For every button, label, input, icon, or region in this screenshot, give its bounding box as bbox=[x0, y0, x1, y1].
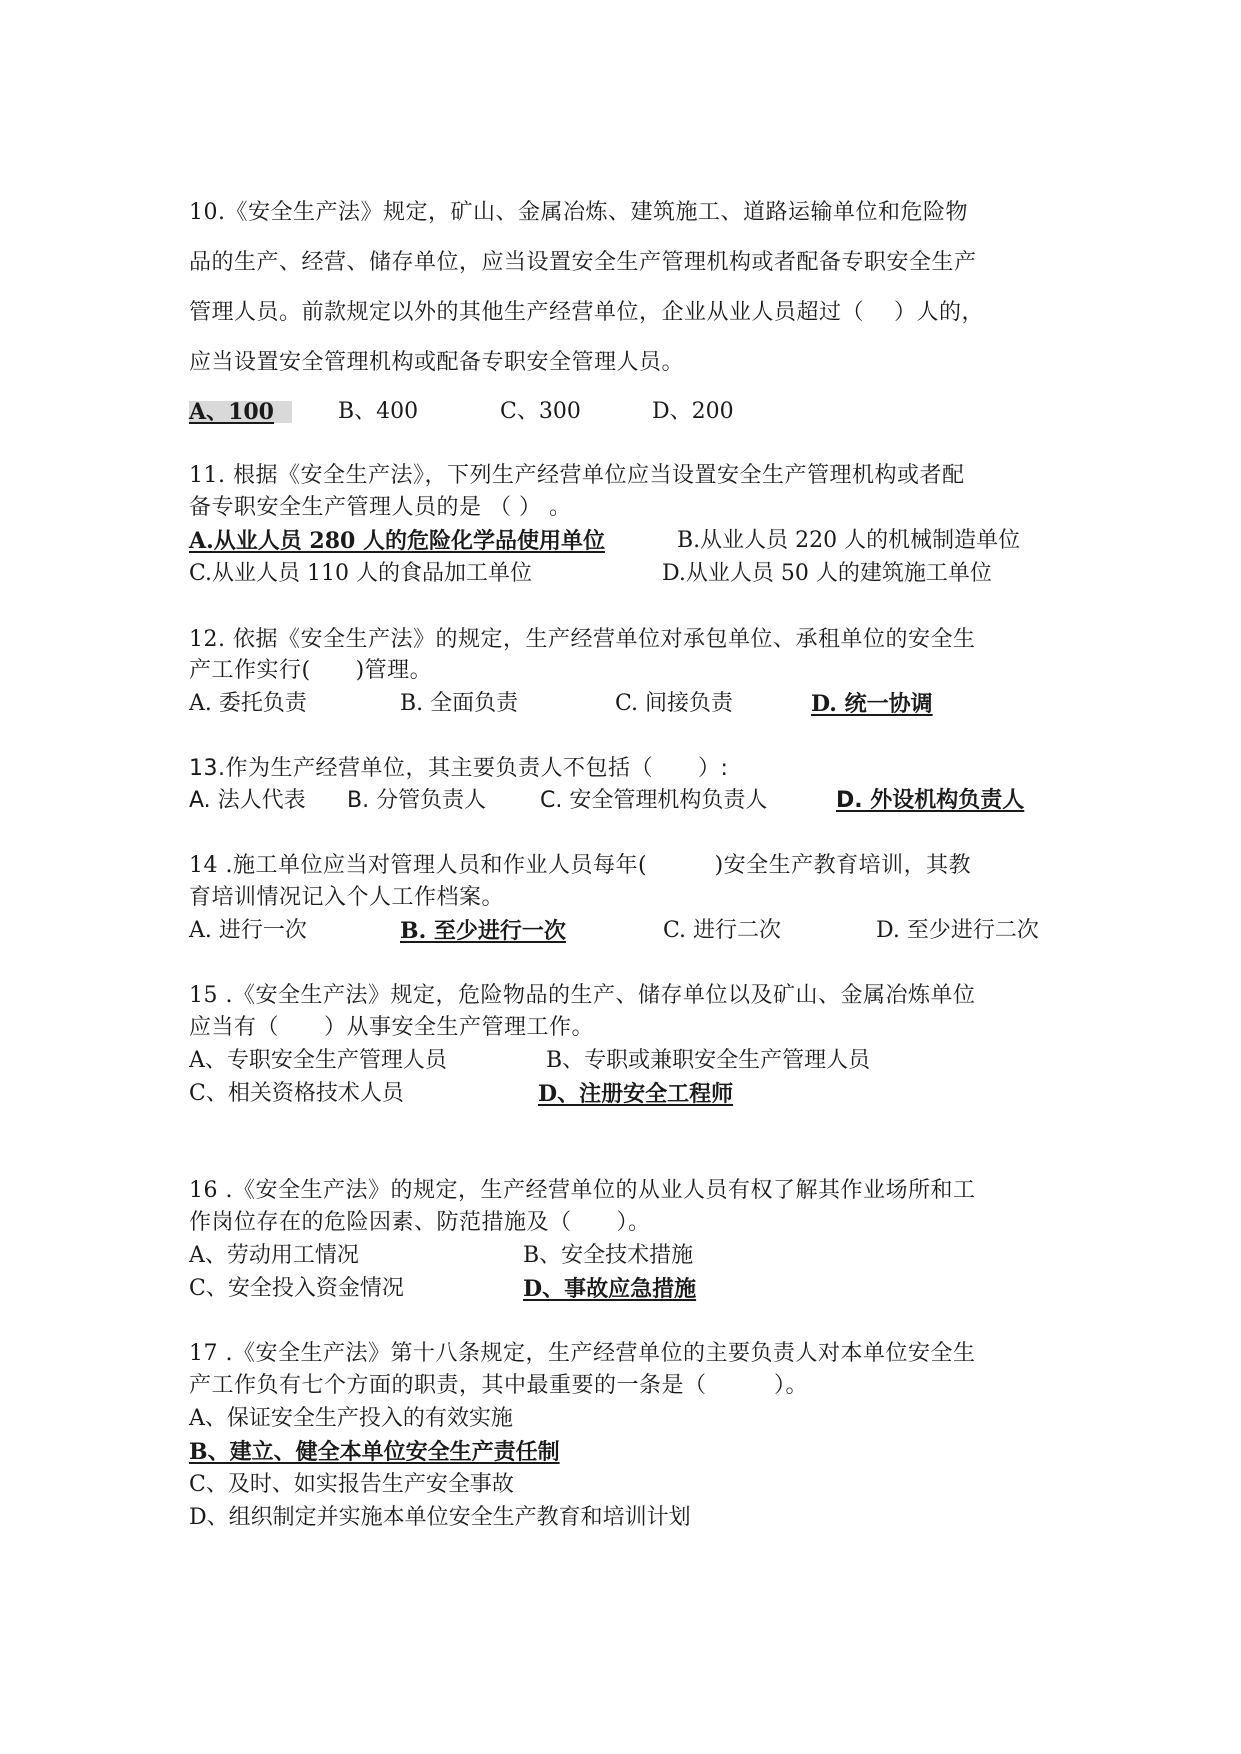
question-text-line: 10.《安全生产法》规定，矿山、金属冶炼、建筑施工、道路运输单位和危险物 bbox=[189, 200, 968, 225]
option-b-answer: B. 至少进行一次 bbox=[400, 918, 566, 944]
question-text-line: 12. 依据《安全生产法》的规定，生产经营单位对承包单位、承租单位的安全生 bbox=[189, 627, 976, 652]
question-text-line: 11. 根据《安全生产法》，下列生产经营单位应当设置安全生产管理机构或者配 bbox=[189, 463, 965, 488]
question-text-line: 13.作为生产经营单位，其主要负责人不包括（ ）: bbox=[189, 756, 729, 781]
question-text-line: 14 .施工单位应当对管理人员和作业人员每年( )安全生产教育培训，其教 bbox=[189, 853, 972, 878]
question-text-line: 品的生产、经营、储存单位，应当设置安全生产管理机构或者配备专职安全生产 bbox=[189, 250, 977, 275]
question-text-line: 作岗位存在的危险因素、防范措施及（ ）。 bbox=[189, 1210, 651, 1235]
question-text-line: 产工作实行( )管理。 bbox=[189, 658, 433, 683]
option-d: D.从业人员 50 人的建筑施工单位 bbox=[662, 561, 992, 586]
option-d-answer: D、注册安全工程师 bbox=[538, 1081, 734, 1107]
option-a-answer: A.从业人员 280 人的危险化学品使用单位 bbox=[189, 528, 605, 554]
option-b: B. 全面负责 bbox=[400, 691, 519, 716]
option-d-answer: D. 统一协调 bbox=[811, 691, 933, 717]
question-text-line: 育培训情况记入个人工作档案。 bbox=[189, 885, 505, 910]
option-d-answer: D、事故应急措施 bbox=[523, 1276, 697, 1302]
option-c: C、相关资格技术人员 bbox=[189, 1081, 404, 1106]
question-text-line: 应当有（ ）从事安全生产管理工作。 bbox=[189, 1015, 595, 1040]
option-c: C、300 bbox=[500, 399, 581, 424]
option-c: C、安全投入资金情况 bbox=[189, 1276, 404, 1301]
option-d: D、组织制定并实施本单位安全生产教育和培训计划 bbox=[189, 1505, 691, 1530]
option-a: A、专职安全生产管理人员 bbox=[189, 1048, 447, 1073]
option-a: A. 委托负责 bbox=[189, 691, 307, 716]
option-a: A、保证安全生产投入的有效实施 bbox=[189, 1406, 513, 1431]
option-b-answer: B、建立、健全本单位安全生产责任制 bbox=[189, 1439, 560, 1465]
option-a: A. 法人代表 bbox=[189, 788, 306, 813]
question-text-line: 17 .《安全生产法》第十八条规定，生产经营单位的主要负责人对本单位安全生 bbox=[189, 1341, 976, 1366]
option-b: B、专职或兼职安全生产管理人员 bbox=[546, 1048, 871, 1073]
question-text-line: 管理人员。前款规定以外的其他生产经营单位，企业从业人员超过（ ）人的， bbox=[189, 300, 984, 325]
question-text-line: 产工作负有七个方面的职责，其中最重要的一条是（ ）。 bbox=[189, 1373, 809, 1398]
option-d: D、200 bbox=[652, 399, 734, 424]
option-b: B、400 bbox=[338, 399, 419, 424]
option-d: D. 至少进行二次 bbox=[876, 918, 1039, 943]
question-text-line: 15 .《安全生产法》规定，危险物品的生产、储存单位以及矿山、金属冶炼单位 bbox=[189, 983, 976, 1008]
option-a: A. 进行一次 bbox=[189, 918, 307, 943]
option-b: B.从业人员 220 人的机械制造单位 bbox=[677, 528, 1021, 553]
option-c: C. 间接负责 bbox=[615, 691, 734, 716]
question-text-line: 16 .《安全生产法》的规定，生产经营单位的从业人员有权了解其作业场所和工 bbox=[189, 1178, 976, 1203]
option-a-answer: A、100 bbox=[189, 401, 292, 423]
option-b: B. 分管负责人 bbox=[347, 788, 487, 813]
option-c: C. 进行二次 bbox=[663, 918, 782, 943]
question-text-line: 备专职安全生产管理人员的是 （ ） 。 bbox=[189, 495, 572, 520]
option-c: C. 安全管理机构负责人 bbox=[540, 788, 768, 813]
option-a: A、劳动用工情况 bbox=[189, 1243, 359, 1268]
question-text-line: 应当设置安全管理机构或配备专职安全管理人员。 bbox=[189, 350, 685, 375]
option-c: C、及时、如实报告生产安全事故 bbox=[189, 1472, 514, 1497]
option-c: C.从业人员 110 人的食品加工单位 bbox=[189, 561, 533, 586]
option-d-answer: D. 外设机构负责人 bbox=[836, 788, 1025, 813]
option-b: B、安全技术措施 bbox=[523, 1243, 694, 1268]
